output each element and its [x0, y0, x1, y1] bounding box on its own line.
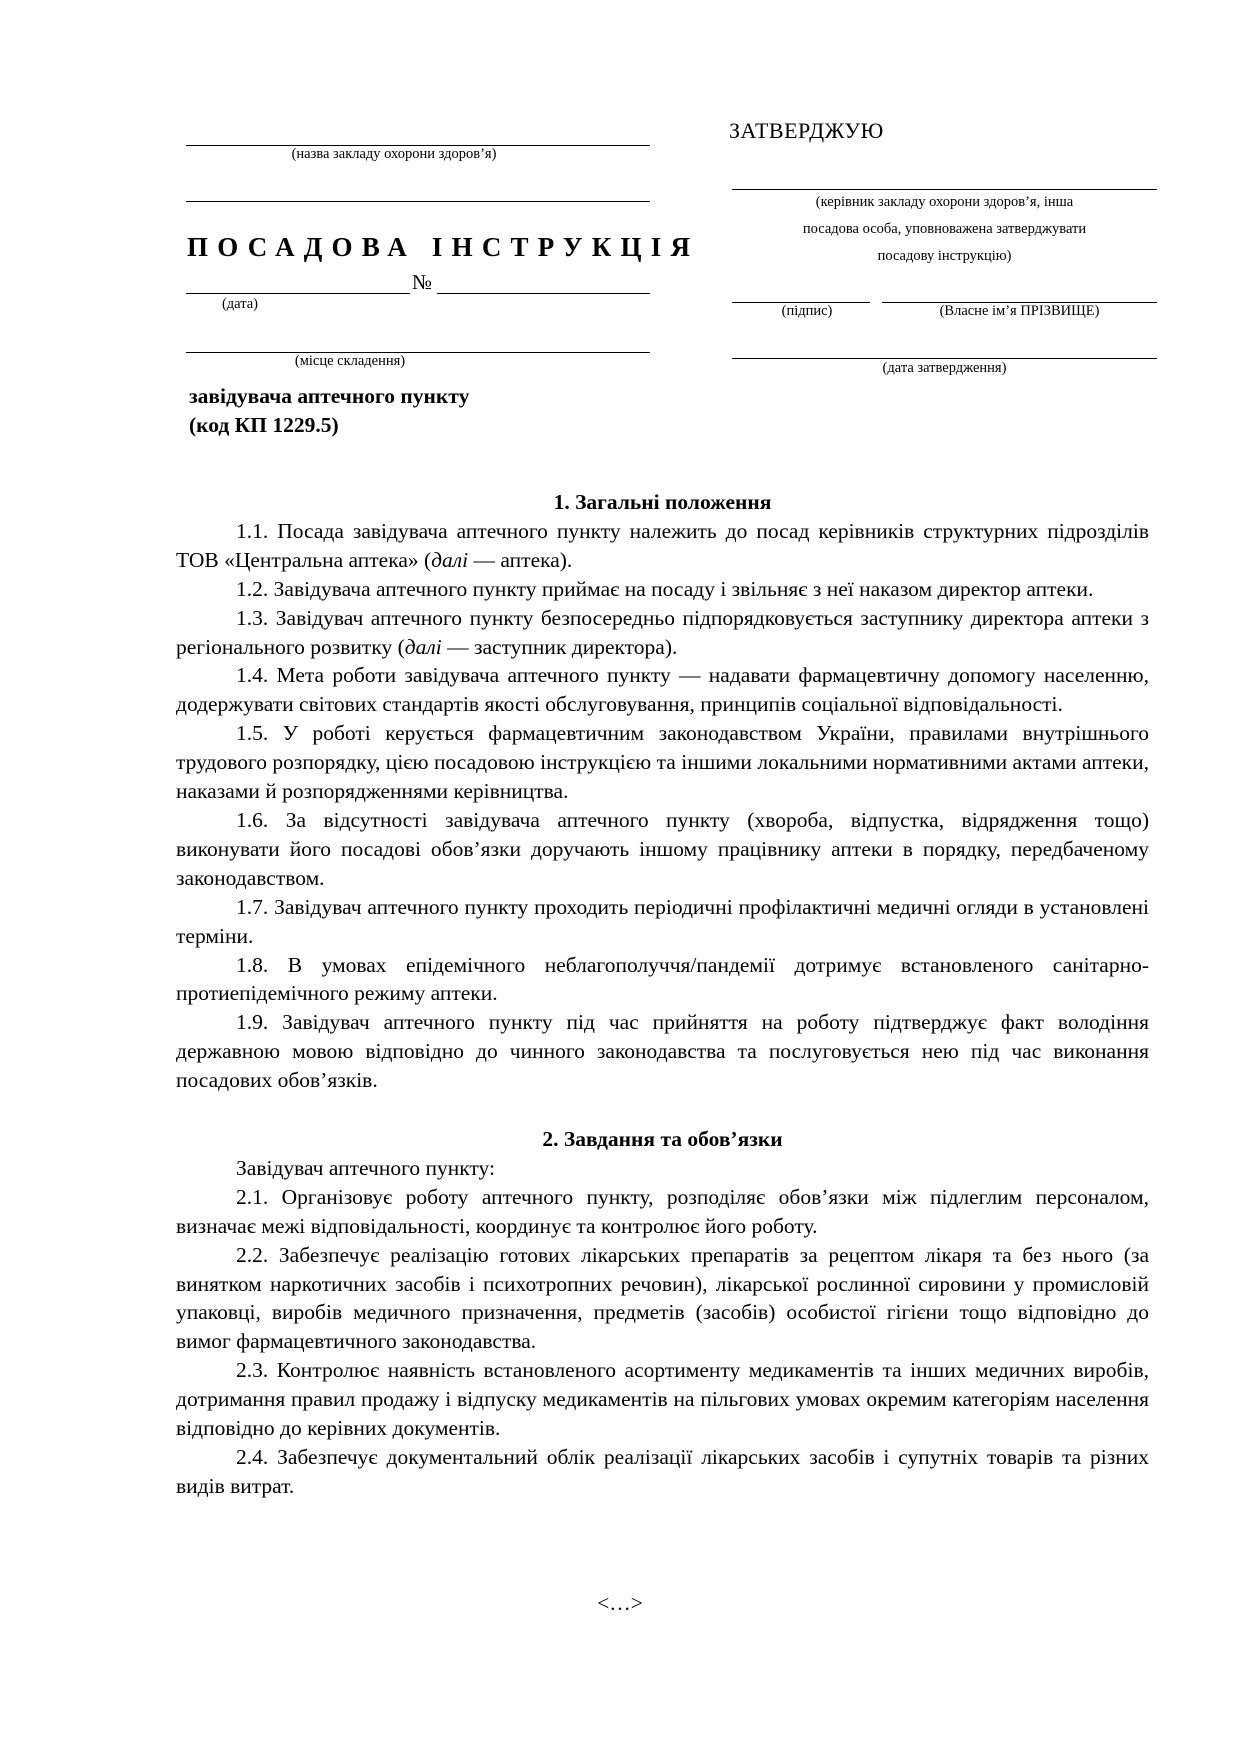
paragraph-text: 1.8. В умовах епідемічного неблагополуччя/пандемії дотримує встановленого санітарно-протиепідемічного режиму аптеки. [176, 952, 1149, 1006]
paragraph [176, 661, 1149, 719]
paragraph-text-end: — заступник директора). [441, 634, 678, 659]
head-caption-3: посадову інструкцію) [877, 248, 1012, 264]
position-code: (код КП 1229.5) [189, 413, 339, 437]
date-caption: (дата) [221, 296, 259, 312]
paragraph: 2.2. Забезпечує реалізацію готових лікарських препаратів за рецептом лікаря та без нього (за винятком наркотичних засобів і психотропних речовин), лікарської рослинної сировини у промисловій упаковці, виробів медичного призначення, предметів (засобів) особистої гігієни тощо відповідно до вимог фармацевтичного законодавства. [176, 1242, 1149, 1354]
position-name: завідувача аптечного пункту [189, 384, 470, 408]
paragraph-text-end: — аптека). [468, 547, 573, 572]
continuation-mark: <…> [597, 1591, 643, 1615]
paragraph-text: 1.4. Мета роботи завідувача аптечного пункту — надавати фармацевтичну допомогу населенню, додержувати світових стандартів якості обслуговування, принципів соціальної відповідальності. [176, 663, 1149, 717]
section-2-items [176, 1183, 1149, 1501]
signature-caption: (підпис) [781, 303, 833, 319]
document-body [176, 488, 1149, 1501]
section-2-intro: Завідувач аптечного пункту: [236, 1155, 495, 1180]
date-line [186, 293, 410, 294]
paragraph [176, 604, 1149, 662]
paragraph-text: 1.9. Завідувач аптечного пункту під час прийняття на роботу підтверджує факт володіння державною мовою відповідно до чинного законодавства та послуговується нею під час виконання посадових обов’язків. [176, 1010, 1149, 1093]
head-caption-2: посадова особа, уповноважена затверджувати [802, 221, 1087, 237]
paragraph-text: 1.5. У роботі керується фармацевтичним законодавством України, правилами внутрішнього трудового розпорядку, цією посадовою інструкцією та іншими локальними нормативними актами аптеки, наказами й розпорядженнями керівництва. [176, 721, 1149, 804]
paragraph-text: 1.3. Завідувач аптечного пункту безпосередньо підпорядковується заступнику директора аптеки з регіонального розвитку ( [176, 605, 1149, 659]
paragraph-text: 1.1. Посада завідувача аптечного пункту належить до посад керівників структурних підрозділів ТОВ «Центральна аптека» ( [176, 518, 1149, 572]
paragraph: 2.1. Організовує роботу аптечного пункту, розподіляє обов’язки між підлеглим персоналом, визначає межі відповідальності, координує та контролює його роботу. [176, 1184, 1149, 1238]
section-1-title: 1. Загальні положення [553, 490, 772, 514]
paragraph [176, 893, 1149, 951]
section-1-items [176, 517, 1149, 1095]
paragraph-text: 1.6. За відсутності завідувача аптечного пункту (хвороба, відпустка, відрядження тощо) виконувати його посадові обов’язки доручають іншому працівнику аптеки в порядку, передбаченому законодавством. [176, 807, 1149, 890]
institution-caption: (назва закладу охорони здоров’я) [291, 146, 497, 162]
place-caption: (місце складення) [294, 353, 406, 369]
institution-name-line-2 [186, 201, 650, 202]
paragraph [176, 517, 1149, 575]
name-caption: (Власне ім’я ПРІЗВИЩЕ) [939, 303, 1100, 319]
paragraph-text: 1.2. Завідувача аптечного пункту приймає на посаду і звільняє з неї наказом директор аптеки. [236, 576, 1094, 601]
approval-date-line [732, 358, 1157, 359]
position-title [189, 382, 469, 440]
section-2-title: 2. Завдання та обов’язки [542, 1127, 783, 1152]
paragraph-italic-text: далі [431, 547, 469, 572]
paragraph-italic-text: далі [404, 634, 442, 659]
paragraph: 2.3. Контролює наявність встановленого асортименту медикаментів та інших медичних виробів, дотримання правил продажу і відпуску медикаментів на пільгових умовах окремим категоріям населення відповідно до керівних документів. [176, 1358, 1149, 1441]
paragraph: 2.4. Забезпечує документальний облік реалізації лікарських засобів і супутніх товарів та різних видів витрат. [176, 1445, 1149, 1498]
number-sign: № [412, 270, 433, 294]
paragraph [176, 806, 1149, 893]
head-caption-1: (керівник закладу охорони здоров’я, інша [815, 194, 1074, 210]
approval-date-caption: (дата затвердження) [882, 360, 1007, 376]
paragraph [176, 1008, 1149, 1095]
paragraph [176, 575, 1149, 604]
paragraph [176, 951, 1149, 1009]
paragraph [176, 719, 1149, 806]
number-line [437, 293, 650, 294]
paragraph-text: 1.7. Завідувач аптечного пункту проходить періодичні профілактичні медичні огляди в установлені терміни. [176, 894, 1149, 948]
approve-label: ЗАТВЕРДЖУЮ [729, 118, 884, 143]
document-title: ПОСАДОВА ІНСТРУКЦІЯ [187, 232, 700, 262]
